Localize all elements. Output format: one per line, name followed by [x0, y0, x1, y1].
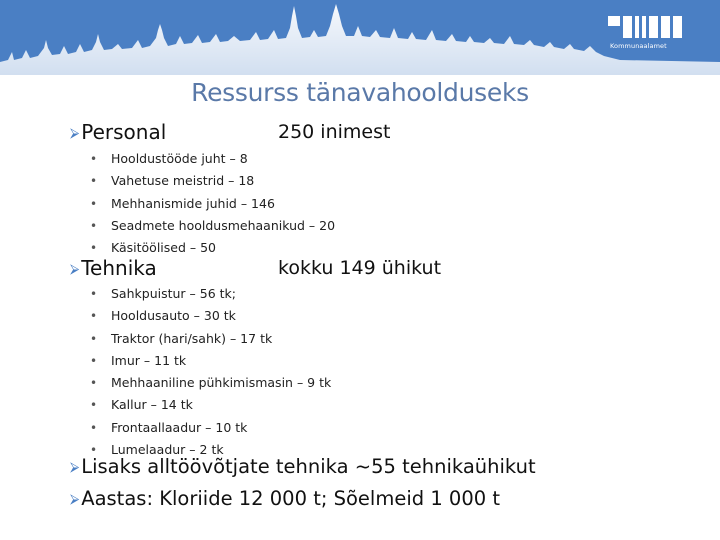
section-aside-tehnika: kokku 149 ühikut	[278, 257, 442, 279]
extra-line-annual: ⮚ Aastas: Kloriide 12 000 t; Sõelmeid 1 000 t	[70, 487, 500, 510]
arrow-bullet-icon: ⮚	[70, 262, 80, 277]
slide-title: Ressurss tänavahoolduseks	[191, 78, 529, 107]
list-item: • Sahkpuistur – 56 tk;	[90, 283, 331, 305]
section-aside-personal: 250 inimest	[278, 121, 391, 143]
tallinn-logo	[608, 16, 704, 54]
list-item: • Käsitöölised – 50	[90, 237, 335, 259]
list-item: • Kallur – 14 tk	[90, 394, 331, 416]
list-item: • Mehhaaniline pühkimismasin – 9 tk	[90, 372, 331, 394]
list-item: • Seadmete hooldusmehaanikud – 20	[90, 215, 335, 237]
arrow-bullet-icon: ⮚	[70, 460, 80, 475]
section-heading-personal: ⮚ Personal	[70, 120, 167, 144]
personal-list	[90, 148, 335, 259]
list-item: • Lumelaadur – 2 tk	[90, 439, 331, 461]
tallinn-wordmark-image	[608, 16, 704, 38]
list-item: • Frontaallaadur – 10 tk	[90, 417, 331, 439]
header-banner	[0, 0, 720, 75]
section-heading-tehnika: ⮚ Tehnika	[70, 256, 157, 280]
arrow-bullet-icon: ⮚	[70, 126, 80, 141]
logo-subtitle: Kommunaalamet	[610, 42, 667, 50]
list-item: • Vahetuse meistrid – 18	[90, 170, 335, 192]
list-item: • Hooldustööde juht – 8	[90, 148, 335, 170]
list-item: • Imur – 11 tk	[90, 350, 331, 372]
list-item: • Traktor (hari/sahk) – 17 tk	[90, 328, 331, 350]
list-item: • Hooldusauto – 30 tk	[90, 305, 331, 327]
list-item: • Mehhanismide juhid – 146	[90, 193, 335, 215]
extra-line-subcontractors: ⮚ Lisaks alltöövõtjate tehnika ~55 tehnikaühikut	[70, 455, 536, 478]
tehnika-list	[90, 283, 331, 461]
arrow-bullet-icon: ⮚	[70, 492, 80, 507]
